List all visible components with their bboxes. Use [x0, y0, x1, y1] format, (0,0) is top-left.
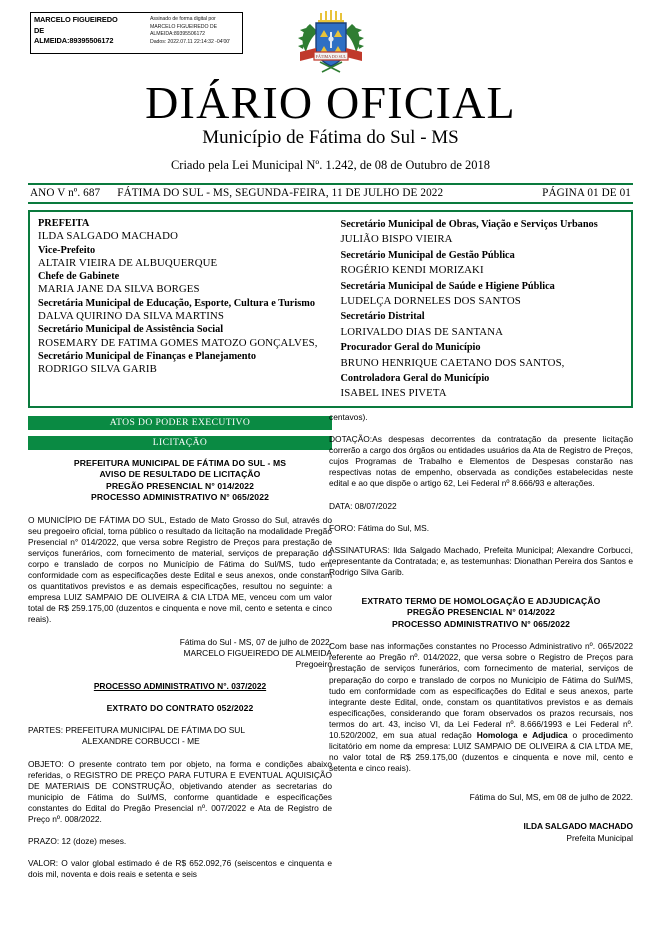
official-role: Secretária Municipal de Saúde e Higiene Pública: [340, 280, 555, 292]
official-role: Chefe de Gabinete: [38, 271, 120, 283]
notice-signer-name: MARCELO FIGUEIREDO DE ALMEIDA: [183, 647, 332, 658]
officials-column-right: [331, 217, 624, 406]
coat-of-arms-icon: [28, 8, 633, 74]
homologation-body-part-2: o procedimento licitatório em nome da empresa: LUIZ SAMPAIO DE OLIVEIRA & CIA LTDA ME, no valor total de R$ 259.175,00 (duzentos e cinquenta e nove mil, cento e setenta e cinco reais).: [329, 730, 633, 774]
homologation-heading-line-2: PREGÃO PRESENCIAL N° 014/2022: [406, 607, 556, 618]
contract-foro: FORO: Fátima do Sul, MS.: [329, 522, 430, 533]
signature-detail-line-1: Assinado de forma digital por: [150, 16, 216, 22]
signature-name-line-2: DE: [34, 25, 45, 35]
column-right: [329, 412, 633, 929]
parties-line-1: PREFEITURA MUNICIPAL DE FÁTIMA DO SUL: [65, 725, 246, 736]
homologation-keyword: Homologa e Adjudica: [476, 730, 568, 740]
official-name: MARIA JANE DA SILVA BORGES: [38, 283, 200, 296]
section-banner-licitacao: LICITAÇÃO: [28, 436, 332, 450]
homologation-heading-line-1: EXTRATO TERMO DE HOMOLOGAÇÃO E ADJUDICAÇÃO: [361, 596, 601, 607]
official-role: Secretário Distrital: [340, 311, 425, 323]
official-role: Controladora Geral do Município: [340, 373, 490, 385]
masthead-area: [28, 0, 633, 175]
homologation-body: [329, 641, 633, 774]
contract-object: OBJETO: O presente contrato tem por objeto, na forma e condições abaixo referidas, o REGISTRO DE PREÇO PARA FUTURA E EVENTUAL AQUISIÇÃO DE MATERIAIS DE CONSTRUÇÃO, objetivando atender as secretarias do municipio de Fátima do Sul/MS, conforme quantidade e especificações constantes do Edital do Pregão Presencial nº. 007/2022 e Ata de Registro de Preço nº. 008/2022.: [28, 758, 332, 824]
notice-heading-line-2: AVISO DE RESULTADO DE LICITAÇÃO: [99, 469, 261, 480]
official-name: LORIVALDO DIAS DE SANTANA: [340, 325, 503, 338]
contract-data: DATA: 08/07/2022: [329, 500, 397, 511]
notice-heading-line-4: PROCESSO ADMINISTRATIVO N° 065/2022: [91, 492, 269, 503]
closing-signer-name: ILDA SALGADO MACHADO: [523, 821, 633, 832]
parties-label: PARTES:: [28, 725, 64, 736]
homologation-heading: [329, 596, 633, 630]
contract-dotacao: DOTAÇÃO:As despesas decorrentes da contratação da presente licitação correrão a cargo dos órgãos ou entidades usuários da Ata de Registro de Preços, cujos Programas de Trabalho e Elementos de Despesas constarão nas respectivas notas de empenho, observada as condições estabelecidas neste edital e ao que dispõe o artigo 62, Lei Federal nº 8.666/93 e alterações.: [329, 434, 633, 489]
issue-page-count: PÁGINA 01 DE 01: [542, 187, 631, 199]
official-name: ALTAIR VIEIRA DE ALBUQUERQUE: [38, 256, 218, 269]
homologation-heading-line-3: PROCESSO ADMINISTRATIVO N° 065/2022: [392, 618, 570, 629]
issue-line: [30, 184, 631, 202]
notice-body: O MUNICÍPIO DE FÁTIMA DO SUL, Estado de Mato Grosso do Sul, através do seu pregoeiro oficial, torna público o resultado da licitação na modalidade Pregão Presencial n° 014/2022, que versa sobre Registro de Preços para prestação de serviços funerários, com fornecimento de material, serviços de preparação do corpo e translado de corpos no Município de Fátima do Sul/MS, tudo em conformidade com as especificações deste Edital e seus anexos, onde constam os quantitativos previstos e as demais especificações, resultou no seguinte: a empresa LUIZ SAMPAIO DE OLIVEIRA & CIA LTDA ME, venceu com um valor total de R$ 259.175,00 (duzentos e cinquenta e nove mil, cento e setenta e cinco reais).: [28, 514, 332, 625]
body-columns: [28, 412, 633, 929]
notice-heading-line-3: PREGÃO PRESENCIAL N° 014/2022: [105, 480, 255, 491]
signature-detail-line-3: ALMEIDA:89395506172: [150, 31, 206, 38]
column-left: [28, 412, 332, 929]
official-role: Procurador Geral do Município: [340, 342, 481, 354]
official-role: PREFEITA: [38, 218, 90, 229]
header-rule-bottom: [28, 202, 633, 204]
signature-name-line-1: MARCELO FIGUEIREDO: [34, 15, 118, 24]
gazette-subtitle: Município de Fátima do Sul - MS: [202, 127, 459, 148]
signature-name-line-3: ALMEIDA:89395506172: [34, 36, 114, 46]
officials-box: [28, 210, 633, 408]
gazette-title: DIÁRIO OFICIAL: [145, 77, 516, 128]
signature-detail-line-4: Dados: 2022.07.11 22:14:32 -04'00': [150, 38, 231, 45]
parties-line-2: ALEXANDRE CORBUCCI - ME: [82, 736, 200, 747]
contract-prazo: PRAZO: 12 (doze) meses.: [28, 836, 127, 847]
official-role: Secretário Municipal de Obras, Viação e Serviços Urbanos: [340, 219, 598, 230]
contract-assinaturas: ASSINATURAS: Ilda Salgado Machado, Prefeita Municipal; Alexandre Corbucci, representante da Contratada; e, as testemunhas: Dionathan Pereira dos Santos e Rodrigo Silva Garib.: [329, 544, 633, 577]
contract-extract-heading: EXTRATO DO CONTRATO 052/2022: [106, 702, 254, 713]
official-role: Secretário Municipal de Gestão Pública: [340, 249, 515, 261]
signature-detail-line-2: MARCELO FIGUEIREDO DE: [150, 23, 217, 30]
official-role: Secretária Municipal de Educação, Esporte, Cultura e Turismo: [38, 297, 315, 309]
gazette-creation-law: Criado pela Lei Municipal Nº. 1.242, de 08 de Outubro de 2018: [170, 158, 491, 172]
official-name: ISABEL INES PIVETA: [340, 387, 447, 400]
official-name: ROSEMARY DE FATIMA GOMES MATOZO GONÇALVES,: [38, 336, 318, 349]
official-name: JULIÃO BISPO VIEIRA: [340, 233, 453, 246]
officials-column-left: [38, 217, 331, 406]
official-role: Vice-Prefeito: [38, 244, 96, 256]
official-role: Secretário Municipal de Finanças e Planejamento: [38, 350, 257, 362]
notice-heading: [28, 458, 332, 504]
official-name: DALVA QUIRINO DA SILVA MARTINS: [38, 310, 224, 323]
contract-parties: [28, 725, 332, 736]
official-role: Secretário Municipal de Assistência Social: [38, 324, 224, 336]
official-name: ILDA SALGADO MACHADO: [38, 230, 178, 243]
official-name: BRUNO HENRIQUE CAETANO DOS SANTOS,: [340, 356, 565, 369]
official-name: RODRIGO SILVA GARIB: [38, 363, 157, 376]
closing-signer-role: Prefeita Municipal: [566, 832, 633, 843]
notice-place-date: Fátima do Sul - MS, 07 de julho de 2022.: [179, 636, 332, 647]
contract-valor: VALOR: O valor global estimado é de R$ 652.092,76 (seiscentos e cinquenta e dois mil, noventa e dois reais e setenta e seis: [28, 858, 332, 880]
column-left-content: [28, 412, 332, 880]
masthead: [28, 78, 633, 174]
value-continuation: centavos).: [329, 412, 368, 422]
issue-place-date: FÁTIMA DO SUL - MS, SEGUNDA-FEIRA, 11 DE JULHO DE 2022: [117, 187, 444, 199]
official-name: LUDELÇA DORNELES DOS SANTOS: [340, 295, 521, 308]
column-right-content: [329, 412, 633, 844]
issue-number: ANO V nº. 687: [30, 187, 101, 199]
homologation-body-part-1: Com base nas informações constantes no Processo Administrativo nº. 065/2022 referente ao Pregão nº. 014/2022, que versa sobre o Registro de Preços para prestação de serviços funerários, com fornecimento de material, serviços de preparação do corpo e translado de corpos no Municipio de Fátima do Sul/MS, tudo em conformidade com as especificações do Edital e seus anexos, parte integrante deste Edital, onde, constam os quantitativos previstos e as demais especificações, considerando que foram observados os prazos recursais, nos termos do art. 43, inciso VI, da Lei Federal nº. 8.666/1993 e Lei Federal nº. 10.520/2002, em sua atual redação: [329, 641, 633, 740]
notice-signer-role: Pregoeiro: [295, 658, 332, 669]
notice-heading-line-1: PREFEITURA MUNICIPAL DE FÁTIMA DO SUL - MS: [73, 458, 287, 468]
closing-place-date: Fátima do Sul, MS, em 08 de julho de 2022.: [469, 792, 633, 803]
process-heading: PROCESSO ADMINISTRATIVO N°. 037/2022: [93, 680, 267, 691]
section-banner-executive-acts: ATOS DO PODER EXECUTIVO: [28, 416, 332, 430]
official-name: ROGÉRIO KENDI MORIZAKI: [340, 264, 484, 277]
svg-text:FÁTIMA DO SUL: FÁTIMA DO SUL: [315, 54, 346, 59]
